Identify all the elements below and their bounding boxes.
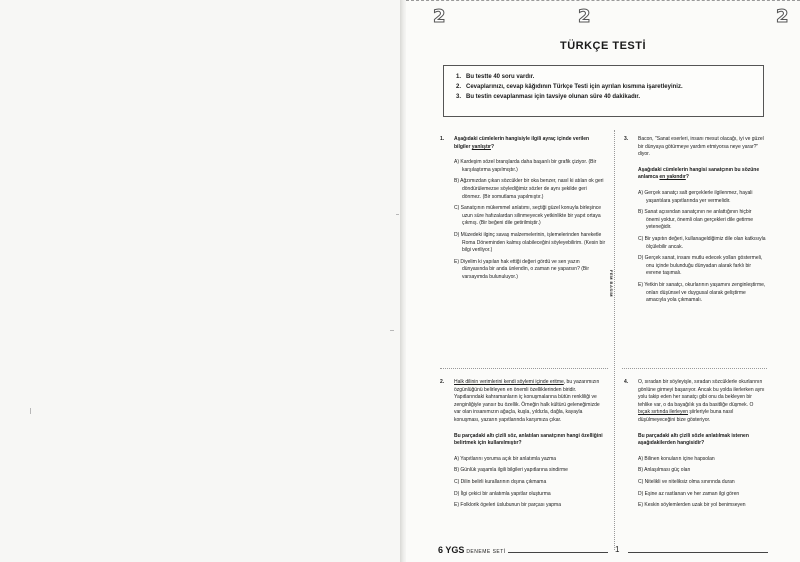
question-passage: O, sıradan bir söyleyişle, sıradan sözcüklerle okurlarının gönlüne girmeyi başarıyor. Ancak bu yolda ilerlerken aynı yolu takip eden her sanatçı gibi onu da bekleyen bir tehlike var, o da bayağılık ya da basitliğe düşmek. O bıçak sırtında ilerleyen şiirleriyle buna nasıl düşülmeyeceğini bize gösteriyor. — [638, 379, 765, 423]
top-cut-line — [406, 0, 800, 4]
answer-option-e[interactable]: E) Keskin söylemlerden uzak bir yol benimseyen — [638, 502, 746, 509]
row-divider-right — [622, 368, 767, 369]
instruction-item: 1. Bu testte 40 soru vardır. — [456, 74, 535, 80]
answer-option-a[interactable]: A) Bilinen konuların içine hapsolan — [638, 455, 715, 462]
footer-series: 6 YGS DENEME SETİ — [438, 545, 506, 555]
question-number: 1. — [440, 136, 445, 142]
question-number: 3. — [624, 136, 629, 142]
question-4 — [624, 379, 766, 514]
page-number-right: 2 — [776, 6, 789, 27]
answer-option-a[interactable]: A) Kardeşim sözel branşlarda daha başarılı bir grafik çiziyor. (Bir karşılaştırma yapılmıştır.) — [454, 159, 597, 173]
question-stem: Aşağıdaki cümlelerin hangisiyle ilgili ayraç içinde verilen bilgiler yanlıştır? — [454, 136, 590, 150]
answer-option-c[interactable]: C) Dilin belirli kurallarının dışına çıkmama — [454, 478, 547, 485]
answer-option-e[interactable]: E) Folklorik ögeleri üslubunun bir parçası yapma — [454, 502, 561, 509]
answer-option-e[interactable]: E) Diyelim ki yapılan hak ettiği değeri gördü ve sen yazın dünyasında bir anda ünlendin, o zaman ne yaparsın? (Bir varsayımda bulunuluyor.) — [454, 258, 590, 280]
answer-option-a[interactable]: A) Yapıtlarını yoruma açık bir anlatımla yazma — [454, 455, 557, 462]
scan-mark — [396, 214, 399, 215]
instructions-box — [443, 65, 764, 117]
answer-option-d[interactable]: D) Eşine az rastlanan ve her zaman ilgi gören — [638, 490, 740, 497]
footer-line-left — [508, 552, 608, 553]
answer-option-c[interactable]: C) Bir yapıtın değeri, kullanageldiğimiz dile olan katkısıyla ölçülebilir ancak. — [638, 235, 766, 250]
question-number: 4. — [624, 379, 629, 385]
answer-option-c[interactable]: C) Nitelikli ve niteliksiz olma sınırında duran — [638, 478, 735, 485]
answer-option-c[interactable]: C) Sanatçının mükemmel anlatımı, seçtiği güzel konuyla birleşince uzun süre hafızalardan silinmeyecek yetkinlikte bir yapıt ortaya çıkmış. (Bir beğeni dile getirilmiştir.) — [454, 205, 602, 227]
publisher-side-label: FEM BASIM — [609, 270, 614, 297]
answer-option-a[interactable]: A) Gerçek sanatçı salt gerçeklerle ilgilenmez, hayali yaşantılara yapıtlarında yer vermelidir. — [638, 189, 753, 204]
scan-mark — [390, 330, 394, 331]
page-number-left: 2 — [433, 6, 446, 27]
question-1 — [440, 136, 606, 286]
footer-page-number: 1 — [615, 545, 620, 554]
footer-line-right — [628, 552, 768, 553]
question-passage: Halk dilinin verimlerini kendi söylemi içinde eritme, bu yazarımızın özgünlüğünü belirleyen en önemli özelliklerinden biridir. Yapıtlarındaki kahramanların iç konuşmalarına bütün renkliliği ve zenginliğiyle yansır bu özellik. Örneğin halk kültürü geleneğimizde var olan insanımızın ağaçla, kuşla, yıldızla, dağla, kayayla konuşması, yazarın yapıtlarında karşımıza çıkar. — [454, 379, 600, 423]
answer-option-d[interactable]: D) Müzedeki ilginç savaş malzemelerinin, işlemelerinden hareketle Roma Döneminden kalmış olabileceğini söyleyebilirim. (Kesin bir bilgi veriliyor.) — [454, 231, 606, 254]
question-stem: Bu parçadaki altı çizili sözle anlatılmak istenen aşağıdakilerden hangisidir? — [638, 432, 749, 447]
instruction-item: 2. Cevaplarınızı, cevap kâğıdının Türkçe Testi için ayrılan kısmına işaretleyiniz. — [456, 84, 683, 90]
question-number: 2. — [440, 379, 445, 385]
page-title: TÜRKÇE TESTİ — [559, 40, 647, 52]
scan-mark — [30, 408, 31, 414]
question-stem: Bu parçadaki altı çizili söz, anlatılan sanatçının hangi özelliğini belirtmek için kullanılmıştır? — [454, 432, 603, 447]
question-3 — [624, 136, 766, 309]
answer-option-e[interactable]: E) Yetkin bir sanatçı, okurlarının yaşamını zenginleştirme, onları düşünsel ve duygusal olarak geliştirme amacıyla yola çıkmamalı. — [638, 281, 766, 304]
answer-option-b[interactable]: B) Ağzımızdan çıkan sözcükler bir oka benzer, nasıl ki atılan ok geri döndürülemezse söylediğimiz sözler de aynı şekilde geri dönmez. (Bir somutlama yapılmıştır.) — [454, 178, 604, 200]
page-number-center: 2 — [578, 6, 591, 27]
answer-option-d[interactable]: D) İlgi çekici bir anlatımla yapıtlar oluşturma — [454, 490, 551, 497]
answer-option-b[interactable]: B) Günlük yaşamla ilgili bilgileri yapıtlarına sindirme — [454, 467, 568, 474]
answer-option-d[interactable]: D) Gerçek sanat, insanı mutlu edecek yolları göstermeli, onu içinde bulunduğu dünyadan alarak farklı bir evrene taşımalı. — [638, 255, 763, 277]
answer-option-b[interactable]: B) Anlaşılması güç olan — [638, 467, 691, 474]
question-stem: Aşağıdaki cümlelerin hangisi sanatçının bu sözüne anlamca en yakındır? — [638, 166, 760, 181]
answer-option-b[interactable]: B) Sanat açısından sanatçının ne anlattığının hiçbir önemi yoktur, önemli olan gerçekleri dile getirme yeteneğidir. — [638, 209, 753, 231]
question-2 — [440, 379, 606, 514]
column-divider — [614, 130, 615, 550]
instruction-item: 3. Bu testin cevaplanması için tavsiye olunan süre 40 dakikadır. — [456, 94, 641, 100]
row-divider-left — [440, 368, 608, 369]
question-passage: Bacon, "Sanat eserleri, insanı mesut olacağı, iyi ve güzel bir dünyaya götürmeye yardım etmiyorsa neye yarar?" diyor. — [638, 136, 764, 158]
